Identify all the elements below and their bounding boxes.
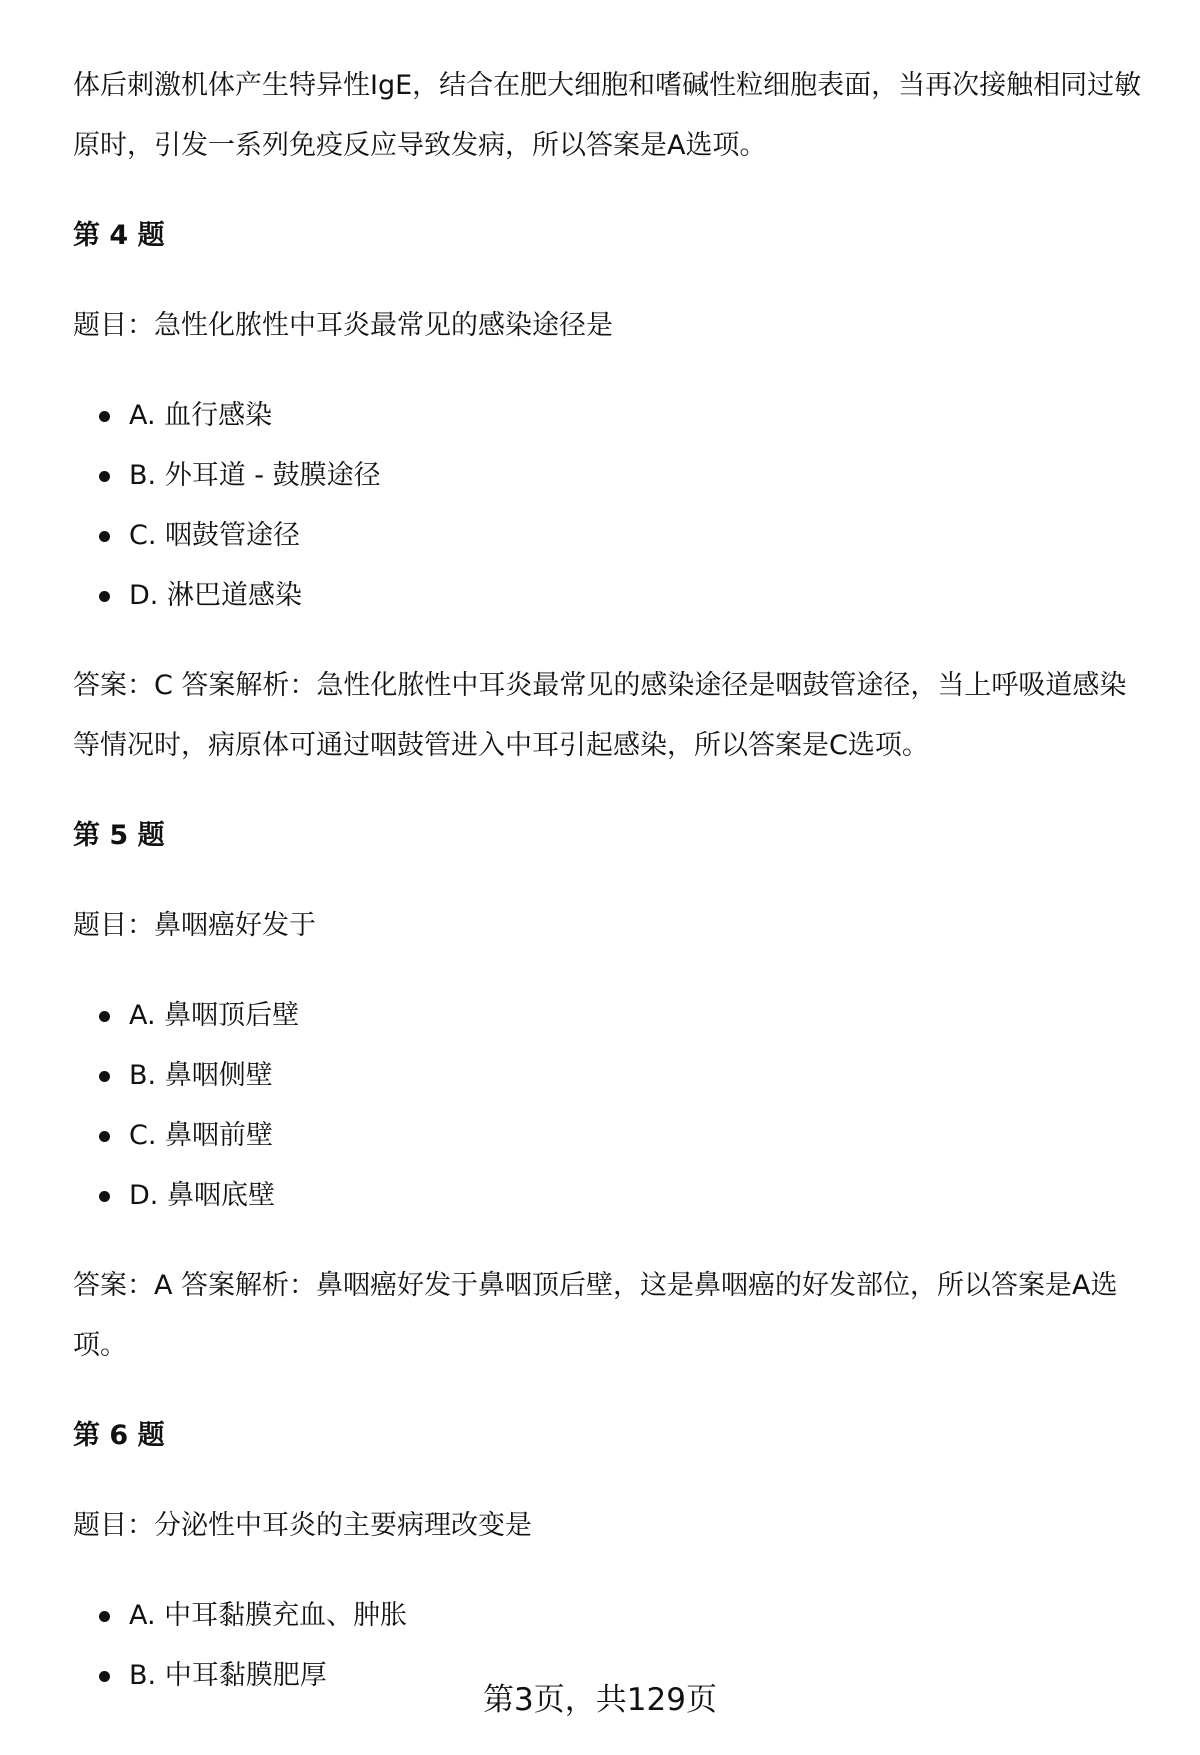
bullet-icon (99, 471, 110, 482)
answer-explanation: 答案：C 答案解析：急性化脓性中耳炎最常见的感染途径是咽鼓管途径，当上呼吸道感染等情况时，病原体可通过咽鼓管进入中耳引起感染，所以答案是C选项。 (73, 670, 1127, 761)
intro-paragraph: 体后刺激机体产生特异性IgE，结合在肥大细胞和嗜碱性粒细胞表面，当再次接触相同过敏原时，引发一系列免疫反应导致发病，所以答案是A选项。 (73, 70, 1142, 161)
option-list (73, 986, 1153, 1226)
question-heading: 第 5 题 (73, 820, 165, 851)
option-text: C. 鼻咽前壁 (129, 1120, 274, 1151)
option-item (73, 566, 1153, 626)
option-item (73, 1046, 1153, 1106)
bullet-icon (99, 1611, 110, 1622)
question-heading: 第 4 题 (73, 220, 165, 251)
bullet-icon (99, 591, 110, 602)
option-text: A. 鼻咽顶后壁 (129, 1000, 300, 1031)
option-text: B. 中耳黏膜肥厚 (129, 1660, 327, 1691)
option-text: B. 鼻咽侧壁 (129, 1060, 273, 1091)
option-text: C. 咽鼓管途径 (129, 520, 301, 551)
bullet-icon (99, 1071, 110, 1082)
option-item (73, 386, 1153, 446)
option-item (73, 506, 1153, 566)
bullet-icon (99, 1131, 110, 1142)
option-text: D. 鼻咽底壁 (129, 1180, 275, 1211)
option-item (73, 1166, 1153, 1226)
option-item (73, 1106, 1153, 1166)
option-item (73, 1586, 1153, 1646)
option-text: A. 中耳黏膜充血、肿胀 (129, 1600, 408, 1631)
question-4 (73, 206, 1153, 776)
option-text: D. 淋巴道感染 (129, 580, 302, 611)
question-stem: 题目：分泌性中耳炎的主要病理改变是 (73, 1510, 532, 1541)
question-6 (73, 1406, 1153, 1706)
page-content (73, 56, 1153, 1736)
option-text: A. 血行感染 (129, 400, 273, 431)
question-5 (73, 806, 1153, 1376)
option-list (73, 386, 1153, 626)
question-stem: 题目：急性化脓性中耳炎最常见的感染途径是 (73, 310, 613, 341)
bullet-icon (99, 411, 110, 422)
option-item (73, 446, 1153, 506)
page-footer: 第3页，共129页 (483, 1682, 717, 1718)
bullet-icon (99, 531, 110, 542)
option-item (73, 986, 1153, 1046)
bullet-icon (99, 1011, 110, 1022)
question-heading: 第 6 题 (73, 1420, 165, 1451)
answer-explanation: 答案：A 答案解析：鼻咽癌好发于鼻咽顶后壁，这是鼻咽癌的好发部位，所以答案是A选项。 (73, 1270, 1118, 1361)
question-stem: 题目：鼻咽癌好发于 (73, 910, 316, 941)
option-text: B. 外耳道 - 鼓膜途径 (129, 460, 381, 491)
bullet-icon (99, 1191, 110, 1202)
